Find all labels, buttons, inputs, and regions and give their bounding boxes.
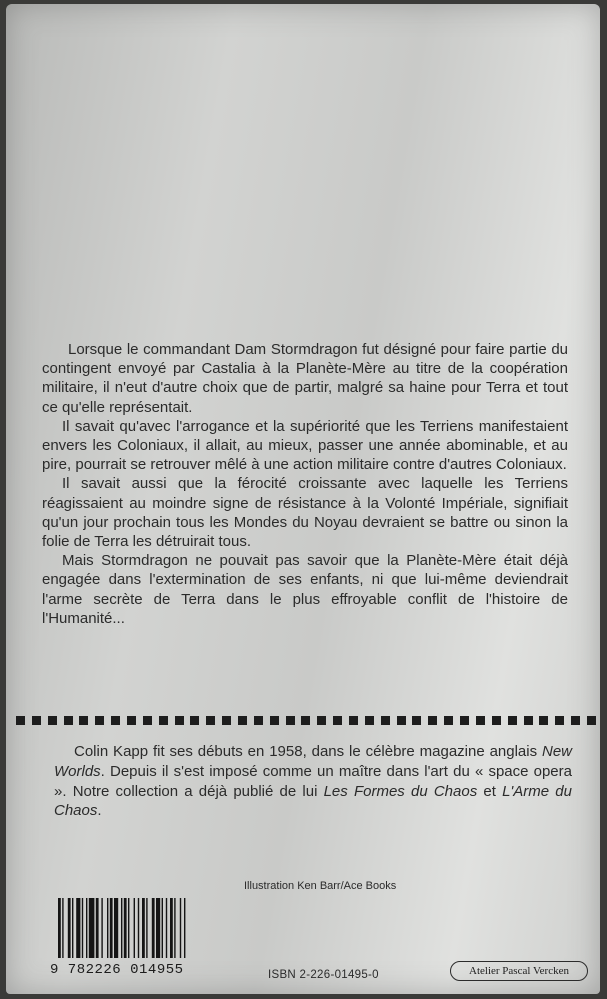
dotted-divider bbox=[16, 714, 596, 726]
barcode-bar bbox=[86, 898, 87, 958]
barcode-bar bbox=[174, 898, 175, 958]
barcode-bar bbox=[142, 898, 145, 958]
barcode-bar bbox=[89, 898, 95, 958]
blurb-paragraph-2: Il savait qu'avec l'arrogance et la supériorité que les Terriens manifestaient envers les Coloniaux, il allait, au mieux, passer une année abominable, et au pire, pourrait se retrouver mêlé à une action militaire contre d'autres Coloniaux. bbox=[42, 417, 568, 474]
barcode-bar bbox=[62, 898, 63, 958]
blurb-paragraph-3: Il savait aussi que la férocité croissante avec laquelle les Terriens réagissaient au moindre signe de résistance à la Volonté Impériale, signifiait qu'un jour prochain tous les Mondes du Noyau devraient se battre ou sinon la folie de Terra les détruirait tous. bbox=[42, 475, 568, 551]
barcode-bar bbox=[101, 898, 102, 958]
bio-text-2: . Depuis il s'est imposé comme un maître dans l'art du « space opera ». Notre collection a déjà publié de lui bbox=[54, 762, 572, 800]
barcode-bar bbox=[107, 898, 108, 958]
barcode-bar bbox=[82, 898, 83, 958]
barcode-bar bbox=[110, 898, 113, 958]
barcode-bar bbox=[166, 898, 167, 958]
barcode-bars bbox=[50, 896, 220, 960]
barcode-bar bbox=[152, 898, 155, 958]
author-bio bbox=[54, 742, 572, 821]
barcode-bar bbox=[162, 898, 163, 958]
barcode-bar bbox=[76, 898, 80, 958]
side-fine-print bbox=[580, 864, 590, 954]
barcode-bar bbox=[138, 898, 139, 958]
barcode-bar bbox=[58, 898, 61, 958]
barcode-bar bbox=[72, 898, 73, 958]
publisher-badge: Atelier Pascal Vercken bbox=[450, 961, 588, 981]
barcode-bar bbox=[128, 898, 129, 958]
blurb-paragraph-4: Mais Stormdragon ne pouvait pas savoir que la Planète-Mère était déjà engagée dans l'extermination de ses enfants, ni que lui-même deviendrait l'arme secrète de Terra dans le plus effroyable conflit de l'histoire de l'Humanité... bbox=[42, 552, 568, 627]
barcode-bar bbox=[156, 898, 160, 958]
barcode-bar bbox=[124, 898, 127, 958]
barcode-number: 9 782226 014955 bbox=[50, 962, 184, 978]
barcode-bar bbox=[134, 898, 135, 958]
barcode-bar bbox=[146, 898, 147, 958]
barcode-bar bbox=[96, 898, 99, 958]
bio-magazine-title: New Worlds bbox=[54, 743, 572, 780]
barcode-bar bbox=[68, 898, 71, 958]
barcode-bar bbox=[121, 898, 122, 958]
isbn-text: ISBN 2-226-01495-0 bbox=[268, 969, 379, 981]
bio-book-title-2: L'Arme du Chaos bbox=[54, 782, 572, 820]
barcode bbox=[50, 896, 220, 988]
bio-book-title-1: Les Formes du Chaos bbox=[323, 782, 478, 800]
blurb-paragraph-1: Lorsque le commandant Dam Stormdragon fut désigné pour faire partie du contingent envoyé par Castalia à la Planète-Mère au titre de la coopération militaire, il n'eut d'autre choix que de partir, malgré sa haine pour Terra et tout ce qu'elle représentait. bbox=[42, 341, 568, 416]
bio-text-1: Colin Kapp fit ses débuts en 1958, dans le célèbre magazine anglais bbox=[74, 743, 542, 760]
barcode-bar bbox=[170, 898, 173, 958]
illustration-credit: Illustration Ken Barr/Ace Books bbox=[244, 880, 397, 892]
blurb-text bbox=[42, 340, 568, 628]
bio-text-4: . bbox=[97, 802, 102, 820]
barcode-bar bbox=[180, 898, 181, 958]
book-back-cover bbox=[6, 4, 600, 994]
bio-text-3: et bbox=[477, 782, 503, 800]
barcode-bar bbox=[114, 898, 118, 958]
barcode-bar bbox=[184, 898, 185, 958]
